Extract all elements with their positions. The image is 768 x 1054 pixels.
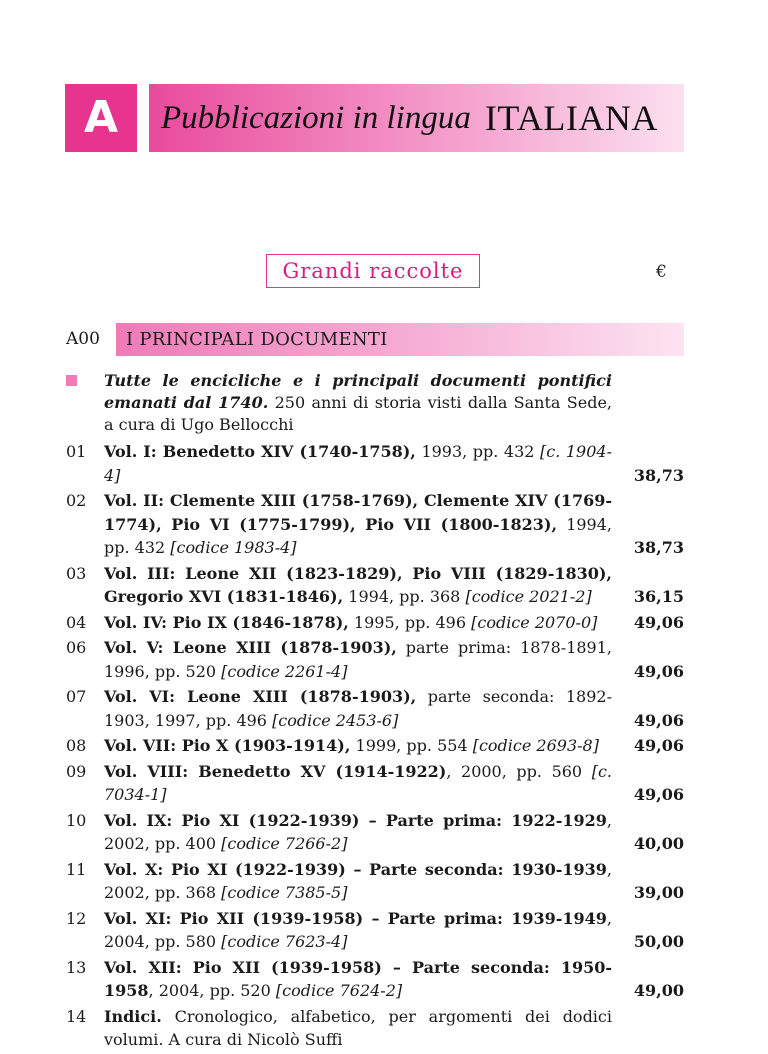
entry-number: 11	[66, 859, 87, 879]
entry-details: 1999, pp. 554	[350, 736, 473, 755]
intro-text	[104, 370, 612, 436]
entry-title: Vol. IX: Pio XI (1922-1939) – Parte prima: 1922-1929	[104, 810, 607, 830]
entry-title: Vol. I: Benedetto XIV (1740-1758),	[104, 442, 416, 461]
entry-title: Vol. VIII: Benedetto XV (1914-1922)	[104, 761, 447, 781]
entry-price: 49,06	[633, 661, 684, 681]
entry-text	[104, 858, 612, 905]
entry-code: [codice 2261-4]	[221, 661, 348, 681]
entry-details: , 2004, pp. 520	[148, 981, 276, 1000]
entry-text	[104, 956, 612, 1003]
entry-code: [codice 2693-8]	[472, 736, 599, 755]
entry-details: , 2004, pp. 580	[104, 908, 612, 951]
entry-code: [codice 7623-4]	[221, 932, 348, 951]
entry-title: Vol. V: Leone XIII (1878-1903),	[104, 638, 397, 657]
list-item	[0, 956, 768, 1003]
header-title-italic: Pubblicazioni in lingua	[161, 99, 471, 136]
entry-text	[104, 1005, 612, 1052]
list-item	[0, 1005, 768, 1052]
entry-title: Vol. X: Pio XI (1922-1939) – Parte seconda: 1930-1939	[104, 859, 607, 879]
entry-title: Vol. II: Clemente XIII (1758-1769), Clemente XIV (1769-1774), Pio VI (1775-1799), Pio VII (1800-1823),	[104, 491, 612, 534]
entry-number: 13	[66, 957, 87, 977]
list-item	[0, 685, 768, 732]
entry-price: 49,06	[633, 785, 684, 804]
entry-number: 08	[66, 736, 87, 755]
entry-number: 09	[66, 761, 87, 781]
entry-code: [codice 2070-0]	[471, 612, 598, 632]
entry-text	[104, 440, 612, 487]
entries-list	[0, 440, 768, 1054]
entry-code: [codice 2021-2]	[465, 587, 592, 606]
intro-title: Tutte le encicliche e i principali documenti pontifici emanati dal 1740.	[104, 371, 612, 412]
list-item	[0, 611, 768, 635]
entry-number: 04	[66, 612, 87, 632]
entry-details: 1994, pp. 432	[104, 514, 613, 557]
entry-code: [codice 2453-6]	[272, 710, 399, 730]
list-item	[0, 440, 768, 487]
entry-price: 36,15	[633, 587, 684, 606]
list-item	[0, 636, 768, 683]
entry-title: Indici.	[104, 1006, 162, 1026]
list-item	[0, 858, 768, 905]
entry-text	[104, 809, 612, 856]
entry-text	[104, 907, 612, 954]
entry-code: [codice 7266-2]	[221, 834, 348, 853]
entry-price: 40,00	[633, 834, 684, 853]
entry-details: , 2002, pp. 368	[104, 859, 612, 902]
entry-title: Vol. XI: Pio XII (1939-1958) – Parte prima: 1939-1949	[104, 908, 607, 928]
list-item	[0, 907, 768, 954]
entry-title: Vol. XII: Pio XII (1939-1958) – Parte seconda: 1950-1958	[104, 957, 612, 1000]
entry-number: 12	[66, 908, 87, 928]
entry-price: 49,06	[633, 612, 684, 632]
entry-code: [codice 7385-5]	[221, 883, 348, 902]
entry-code: [c. 1904-4]	[104, 442, 613, 485]
subsection-title: I PRINCIPALI DOCUMENTI	[116, 323, 684, 356]
entry-text	[104, 562, 612, 609]
entry-title: Vol. III: Leone XII (1823-1829), Pio VIII (1829-1830), Gregorio XVI (1831-1846),	[104, 563, 612, 606]
entry-details: 1993, pp. 432	[415, 442, 541, 461]
section-title: Grandi raccolte	[266, 254, 480, 288]
bullet-square-icon	[66, 375, 77, 386]
entry-details: 1994, pp. 368	[343, 587, 466, 606]
intro-description: 250 anni di storia visti dalla Santa Sede, a cura di Ugo Bellocchi	[104, 393, 612, 434]
list-item	[0, 734, 768, 758]
list-item	[0, 809, 768, 856]
entry-number: 14	[66, 1006, 87, 1026]
entry-details: parte seconda: 1892-1903, 1997, pp. 496	[104, 687, 613, 730]
currency-symbol: €	[656, 262, 667, 282]
entry-details: parte prima: 1878-1891, 1996, pp. 520	[104, 638, 613, 681]
entry-number: 03	[66, 563, 87, 583]
entry-number: 01	[66, 442, 87, 461]
entry-number: 02	[66, 491, 87, 510]
section-letter-badge: A	[65, 84, 137, 152]
entry-text	[104, 489, 612, 560]
entry-number: 10	[66, 810, 87, 830]
entry-details: , 2000, pp. 560	[446, 761, 592, 781]
entry-title: Vol. VI: Leone XIII (1878-1903),	[104, 687, 417, 706]
entry-code: [c. 7034-1]	[104, 761, 612, 804]
list-item	[0, 562, 768, 609]
entry-details: , 2002, pp. 400	[104, 810, 612, 853]
entry-details: Cronologico, alfabetico, per argomenti dei dodici volumi. A cura di Nicolò Suffi	[104, 1006, 612, 1049]
entry-price: 38,73	[633, 538, 684, 557]
entry-code: [codice 7624-2]	[275, 981, 403, 1000]
entry-price: 38,73	[633, 465, 684, 485]
entry-price: 49,00	[633, 981, 684, 1000]
entry-price: 49,06	[633, 710, 684, 730]
entry-text	[104, 636, 612, 683]
entry-text	[104, 760, 612, 807]
header-title-caps: ITALIANA	[484, 98, 658, 138]
entry-title: Vol. IV: Pio IX (1846-1878),	[104, 612, 349, 632]
entry-details: 1995, pp. 496	[348, 612, 472, 632]
list-item	[0, 489, 768, 560]
entry-price: 50,00	[633, 932, 684, 951]
entry-text	[104, 611, 612, 635]
subsection-code: A00	[66, 329, 100, 349]
list-item	[0, 760, 768, 807]
page-header-band	[149, 84, 684, 152]
entry-text	[104, 734, 612, 758]
entry-code: [codice 1983-4]	[170, 538, 297, 557]
entry-title: Vol. VII: Pio X (1903-1914),	[104, 736, 351, 755]
entry-price: 49,06	[633, 736, 684, 755]
entry-price: 39,00	[633, 883, 684, 902]
entry-text	[104, 685, 612, 732]
entry-number: 07	[66, 687, 87, 706]
entry-number: 06	[66, 638, 87, 657]
